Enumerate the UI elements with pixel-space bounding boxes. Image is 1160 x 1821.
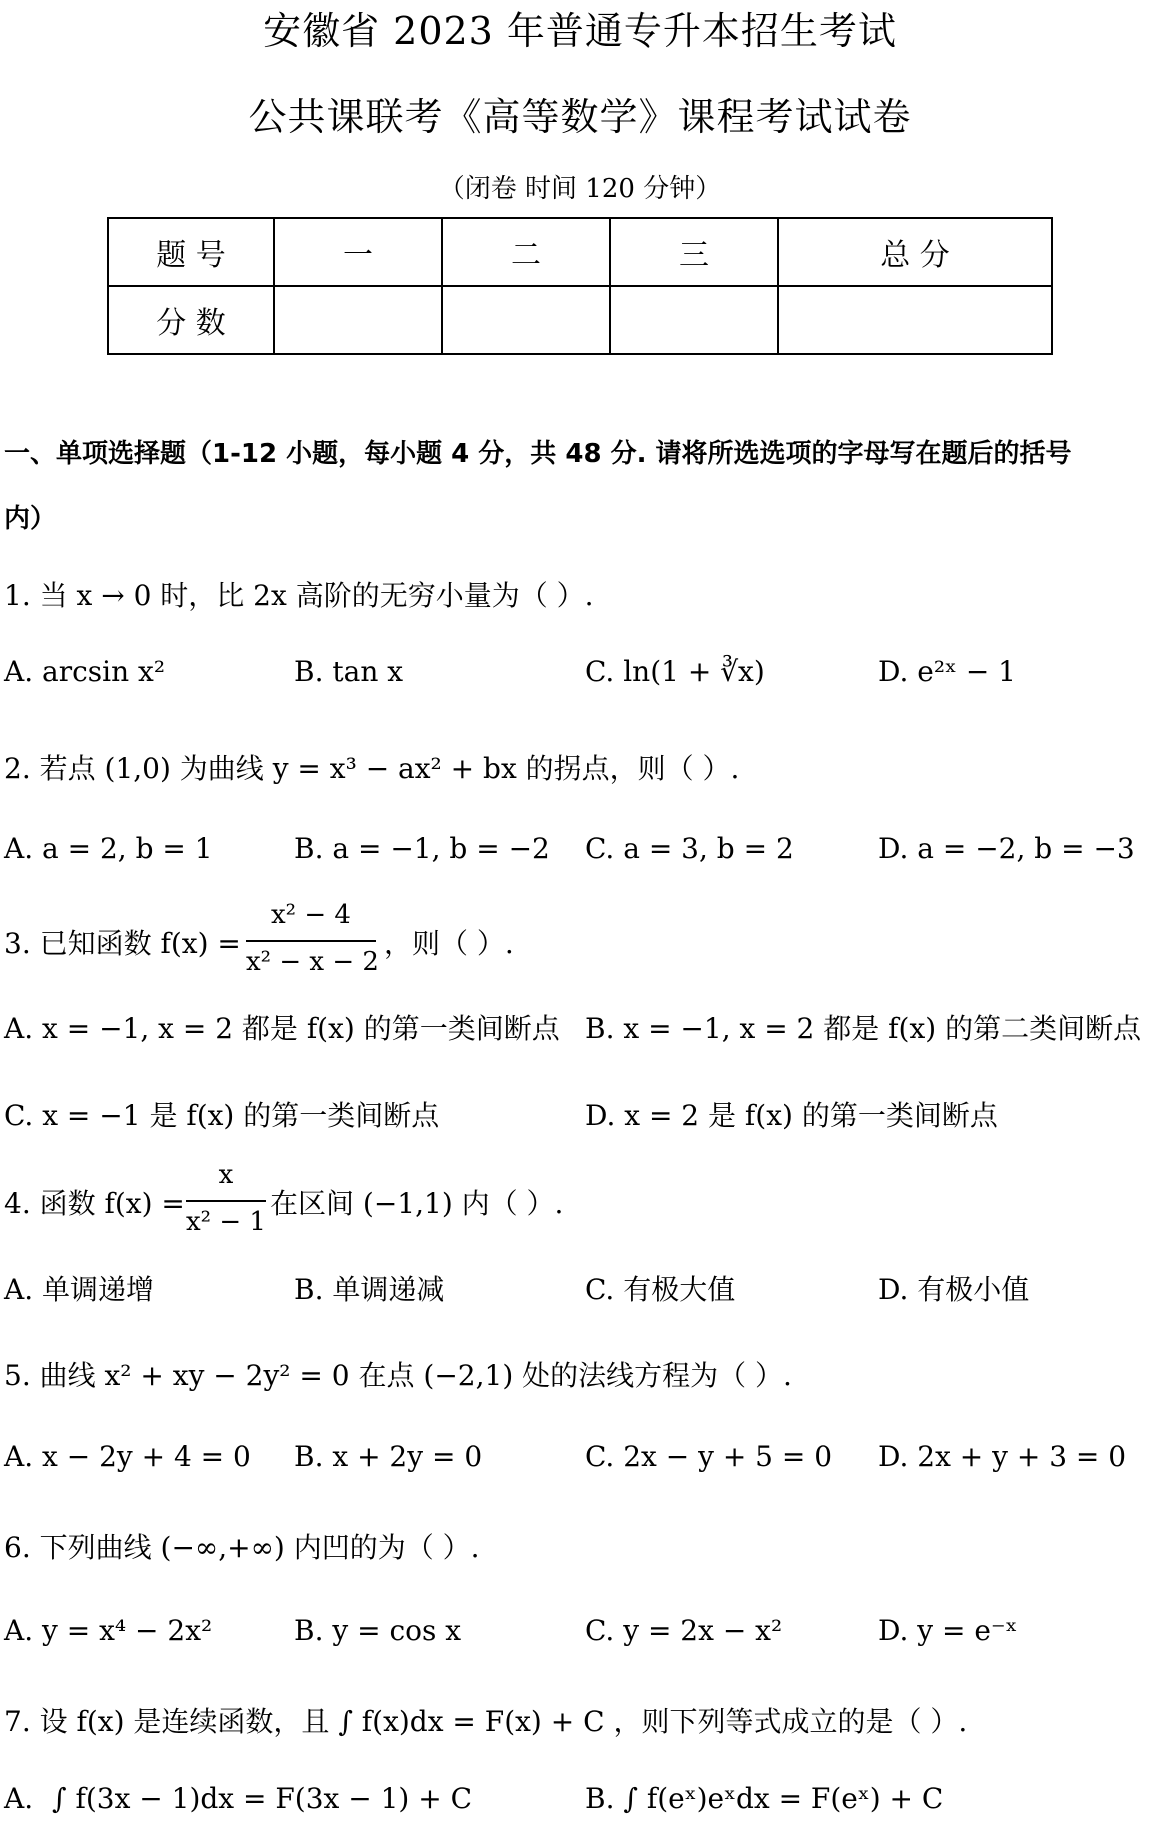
column-header-part1: 一 [274,218,442,286]
row-header-score: 分 数 [108,286,274,354]
question-4-fraction-denominator: x² − 1 [186,1207,266,1237]
question-6-option-a: A. y = x⁴ − 2x² [4,1614,213,1647]
question-6-option-b: B. y = cos x [294,1614,462,1647]
question-4-fraction-bar [186,1200,266,1202]
question-7-option-a: ∫ f(3x − 1)dx = F(3x − 1) + C [52,1782,472,1815]
question-5-option-a: A. x − 2y + 4 = 0 [4,1440,251,1473]
question-2-option-a: A. a = 2, b = 1 [4,832,213,865]
question-6-option-c: C. y = 2x − x² [585,1614,783,1647]
exam-subtitle: （闭卷 时间 120 分钟） [438,174,722,204]
score-cell-part2 [442,286,610,354]
row-header-question-number: 题 号 [108,218,274,286]
score-cell-part3 [610,286,778,354]
question-5-option-d: D. 2x + y + 3 = 0 [878,1440,1127,1473]
section1-heading: 一、单项选择题（1-12 小题，每小题 4 分，共 48 分. 请将所选选项的字母写在题后的括号 [4,439,1072,469]
question-7-stem: 7. 设 f(x) 是连续函数，且 ∫ f(x)dx = F(x) + C ，则下列等式成立的是（ ）. [4,1705,968,1738]
question-4-option-a: A. 单调递增 [4,1273,155,1306]
score-cell-part1 [274,286,442,354]
question-7-option-a-label: A. [4,1782,34,1815]
question-1-option-c: C. ln(1 + ∛x) [585,655,765,688]
exam-title-line1: 安徽省 2023 年普通专升本招生考试 [263,9,897,53]
question-1-stem: 1. 当 x → 0 时，比 2x 高阶的无穷小量为（ ）. [4,579,594,612]
question-3-option-d: D. x = 2 是 f(x) 的第一类间断点 [585,1099,998,1132]
question-2-option-d: D. a = −2, b = −3 [878,832,1135,865]
question-3-option-a: A. x = −1, x = 2 都是 f(x) 的第一类间断点 [4,1012,560,1045]
question-3-stem-suffix: ，则（ ）. [384,927,514,960]
question-4-option-d: D. 有极小值 [878,1273,1030,1306]
question-6-stem: 6. 下列曲线 (−∞,+∞) 内凹的为（ ）. [4,1531,480,1564]
question-3-option-c: C. x = −1 是 f(x) 的第一类间断点 [4,1099,440,1132]
question-2-option-b: B. a = −1, b = −2 [294,832,550,865]
question-4-option-b: B. 单调递减 [294,1273,445,1306]
column-header-part3: 三 [610,218,778,286]
question-2-stem: 2. 若点 (1,0) 为曲线 y = x³ − ax² + bx 的拐点，则（ ）. [4,752,740,785]
question-4-stem-prefix: 4. 函数 f(x) = [4,1187,185,1220]
question-3-option-b: B. x = −1, x = 2 都是 f(x) 的第二类间断点 [585,1012,1142,1045]
question-2-option-c: C. a = 3, b = 2 [585,832,794,865]
question-4-stem-suffix: 在区间 (−1,1) 内（ ）. [270,1187,564,1220]
question-1-option-d: D. e²ˣ − 1 [878,655,1016,688]
question-7-option-b: B. ∫ f(eˣ)eˣdx = F(eˣ) + C [585,1782,944,1815]
question-5-stem: 5. 曲线 x² + xy − 2y² = 0 在点 (−2,1) 处的法线方程为（ ）. [4,1359,792,1392]
score-table [107,217,1053,355]
question-1-option-b: B. tan x [294,655,404,688]
section1-heading-continued: 内） [4,504,57,534]
question-3-fraction-bar [246,940,376,942]
question-3-fraction-denominator: x² − x − 2 [246,947,379,977]
question-5-option-c: C. 2x − y + 5 = 0 [585,1440,833,1473]
question-3-stem-prefix: 3. 已知函数 f(x) = [4,927,241,960]
column-header-total: 总 分 [778,218,1052,286]
score-cell-total [778,286,1052,354]
question-3-fraction-numerator: x² − 4 [271,900,351,930]
question-1-option-a: A. arcsin x² [4,655,166,688]
score-table-score-row [108,286,1052,354]
exam-title-line2: 公共课联考《高等数学》课程考试试卷 [248,95,912,139]
question-4-option-c: C. 有极大值 [585,1273,736,1306]
score-table-header-row [108,218,1052,286]
question-5-option-b: B. x + 2y = 0 [294,1440,483,1473]
question-6-option-d: D. y = e⁻ˣ [878,1614,1018,1647]
column-header-part2: 二 [442,218,610,286]
question-4-fraction-numerator: x [218,1160,234,1190]
